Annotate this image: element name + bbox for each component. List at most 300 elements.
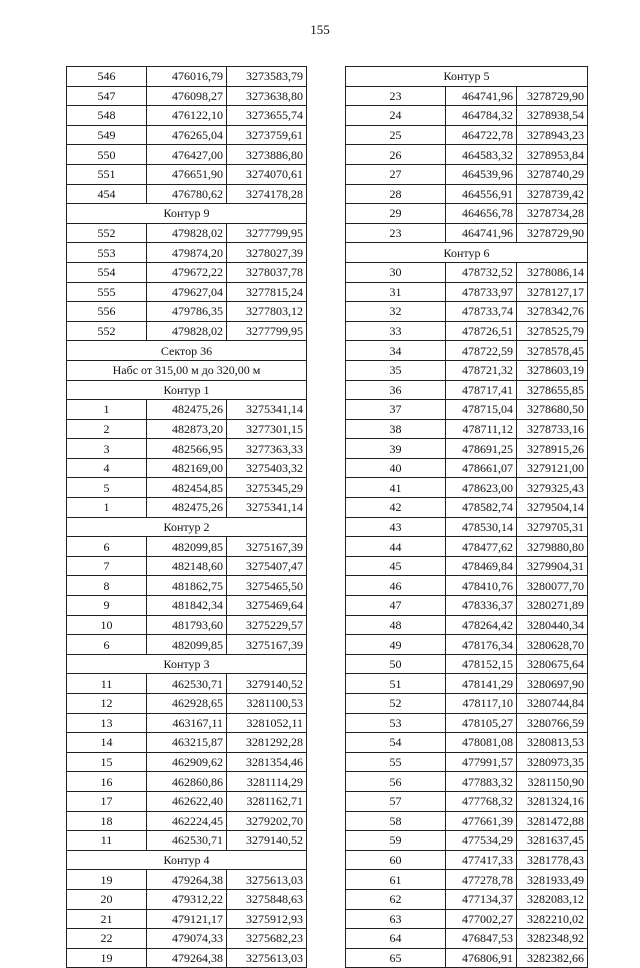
table-row	[67, 106, 307, 126]
x-coordinate: 479074,33	[147, 929, 227, 949]
x-coordinate: 479786,35	[147, 302, 227, 322]
table-row	[346, 341, 588, 361]
point-number: 552	[67, 321, 147, 341]
x-coordinate: 462928,65	[147, 694, 227, 714]
x-coordinate: 482148,60	[147, 556, 227, 576]
point-number: 65	[346, 948, 446, 968]
table-row	[346, 262, 588, 282]
y-coordinate: 3275407,47	[227, 556, 307, 576]
y-coordinate: 3275341,14	[227, 498, 307, 518]
point-number: 46	[346, 576, 446, 596]
y-coordinate: 3281354,46	[227, 752, 307, 772]
y-coordinate: 3274070,61	[227, 164, 307, 184]
y-coordinate: 3275613,03	[227, 870, 307, 890]
point-number: 26	[346, 145, 446, 165]
table-row	[346, 106, 588, 126]
y-coordinate: 3280628,70	[517, 635, 588, 655]
x-coordinate: 478726,51	[446, 321, 517, 341]
y-coordinate: 3279140,52	[227, 831, 307, 851]
point-number: 454	[67, 184, 147, 204]
point-number: 25	[346, 125, 446, 145]
point-number: 37	[346, 400, 446, 420]
table-row	[346, 909, 588, 929]
y-coordinate: 3278734,28	[517, 204, 588, 224]
point-number: 23	[346, 223, 446, 243]
y-coordinate: 3278086,14	[517, 262, 588, 282]
x-coordinate: 482566,95	[147, 439, 227, 459]
point-number: 42	[346, 498, 446, 518]
point-number: 33	[346, 321, 446, 341]
x-coordinate: 478623,00	[446, 478, 517, 498]
table-row	[346, 380, 588, 400]
y-coordinate: 3280973,35	[517, 752, 588, 772]
y-coordinate: 3281472,88	[517, 811, 588, 831]
section-heading: Набс от 315,00 м до 320,00 м	[67, 360, 307, 380]
table-row	[67, 596, 307, 616]
y-coordinate: 3273886,80	[227, 145, 307, 165]
section-heading-row	[67, 204, 307, 224]
table-row	[346, 596, 588, 616]
x-coordinate: 479672,22	[147, 262, 227, 282]
right-table-body	[346, 67, 588, 968]
y-coordinate: 3278603,19	[517, 360, 588, 380]
table-row	[67, 223, 307, 243]
section-heading: Контур 6	[346, 243, 588, 263]
x-coordinate: 479264,38	[147, 948, 227, 968]
y-coordinate: 3277799,95	[227, 223, 307, 243]
x-coordinate: 478152,15	[446, 654, 517, 674]
table-row	[346, 86, 588, 106]
point-number: 62	[346, 889, 446, 909]
y-coordinate: 3278037,78	[227, 262, 307, 282]
point-number: 28	[346, 184, 446, 204]
point-number: 36	[346, 380, 446, 400]
point-number: 29	[346, 204, 446, 224]
x-coordinate: 477534,29	[446, 831, 517, 851]
table-row	[346, 360, 588, 380]
table-row	[67, 537, 307, 557]
y-coordinate: 3275613,03	[227, 948, 307, 968]
x-coordinate: 478717,41	[446, 380, 517, 400]
point-number: 56	[346, 772, 446, 792]
table-row	[67, 870, 307, 890]
y-coordinate: 3275912,93	[227, 909, 307, 929]
point-number: 24	[346, 106, 446, 126]
y-coordinate: 3282382,66	[517, 948, 588, 968]
table-row	[67, 772, 307, 792]
point-number: 53	[346, 713, 446, 733]
y-coordinate: 3273638,80	[227, 86, 307, 106]
x-coordinate: 482099,85	[147, 635, 227, 655]
point-number: 40	[346, 458, 446, 478]
point-number: 57	[346, 791, 446, 811]
point-number: 41	[346, 478, 446, 498]
point-number: 549	[67, 125, 147, 145]
table-row	[346, 654, 588, 674]
y-coordinate: 3273655,74	[227, 106, 307, 126]
point-number: 11	[67, 674, 147, 694]
table-row	[67, 67, 307, 87]
point-number: 49	[346, 635, 446, 655]
page-number: 155	[310, 22, 330, 37]
y-coordinate: 3281150,90	[517, 772, 588, 792]
point-number: 19	[67, 948, 147, 968]
section-heading: Контур 2	[67, 517, 307, 537]
table-row	[346, 302, 588, 322]
point-number: 44	[346, 537, 446, 557]
y-coordinate: 3280440,34	[517, 615, 588, 635]
x-coordinate: 477991,57	[446, 752, 517, 772]
y-coordinate: 3281052,11	[227, 713, 307, 733]
point-number: 35	[346, 360, 446, 380]
y-coordinate: 3278953,84	[517, 145, 588, 165]
table-row	[346, 929, 588, 949]
table-row	[346, 870, 588, 890]
table-row	[346, 419, 588, 439]
point-number: 548	[67, 106, 147, 126]
x-coordinate: 477278,78	[446, 870, 517, 890]
x-coordinate: 464656,78	[446, 204, 517, 224]
x-coordinate: 464556,91	[446, 184, 517, 204]
table-row	[67, 321, 307, 341]
x-coordinate: 479312,22	[147, 889, 227, 909]
left-table-body	[67, 67, 307, 968]
table-row	[346, 145, 588, 165]
table-row	[67, 889, 307, 909]
section-heading: Контур 1	[67, 380, 307, 400]
point-number: 21	[67, 909, 147, 929]
table-row	[67, 439, 307, 459]
y-coordinate: 3278938,54	[517, 106, 588, 126]
table-row	[67, 791, 307, 811]
table-row	[346, 733, 588, 753]
y-coordinate: 3278915,26	[517, 439, 588, 459]
section-heading-row	[67, 360, 307, 380]
x-coordinate: 479828,02	[147, 223, 227, 243]
table-row	[346, 791, 588, 811]
section-heading-row	[346, 67, 588, 87]
point-number: 551	[67, 164, 147, 184]
y-coordinate: 3277363,33	[227, 439, 307, 459]
point-number: 58	[346, 811, 446, 831]
y-coordinate: 3278943,23	[517, 125, 588, 145]
point-number: 546	[67, 67, 147, 87]
point-number: 552	[67, 223, 147, 243]
y-coordinate: 3278740,29	[517, 164, 588, 184]
point-number: 556	[67, 302, 147, 322]
table-row	[67, 262, 307, 282]
table-row	[346, 517, 588, 537]
y-coordinate: 3275167,39	[227, 635, 307, 655]
y-coordinate: 3281324,16	[517, 791, 588, 811]
y-coordinate: 3275229,57	[227, 615, 307, 635]
x-coordinate: 482099,85	[147, 537, 227, 557]
x-coordinate: 479828,02	[147, 321, 227, 341]
section-heading-row	[67, 341, 307, 361]
point-number: 48	[346, 615, 446, 635]
y-coordinate: 3279504,14	[517, 498, 588, 518]
section-heading-row	[67, 380, 307, 400]
y-coordinate: 3278729,90	[517, 223, 588, 243]
point-number: 34	[346, 341, 446, 361]
table-row	[346, 478, 588, 498]
table-row	[346, 204, 588, 224]
x-coordinate: 477883,32	[446, 772, 517, 792]
table-row	[67, 498, 307, 518]
point-number: 1	[67, 400, 147, 420]
point-number: 11	[67, 831, 147, 851]
point-number: 554	[67, 262, 147, 282]
table-row	[346, 223, 588, 243]
x-coordinate: 478081,08	[446, 733, 517, 753]
point-number: 15	[67, 752, 147, 772]
section-heading: Контур 9	[67, 204, 307, 224]
y-coordinate: 3278525,79	[517, 321, 588, 341]
table-row	[67, 694, 307, 714]
y-coordinate: 3279121,00	[517, 458, 588, 478]
table-row	[346, 615, 588, 635]
point-number: 5	[67, 478, 147, 498]
y-coordinate: 3279705,31	[517, 517, 588, 537]
x-coordinate: 482873,20	[147, 419, 227, 439]
x-coordinate: 478117,10	[446, 694, 517, 714]
y-coordinate: 3280766,59	[517, 713, 588, 733]
table-row	[67, 125, 307, 145]
point-number: 64	[346, 929, 446, 949]
x-coordinate: 464539,96	[446, 164, 517, 184]
x-coordinate: 478105,27	[446, 713, 517, 733]
y-coordinate: 3279140,52	[227, 674, 307, 694]
y-coordinate: 3281778,43	[517, 850, 588, 870]
table-row	[67, 556, 307, 576]
y-coordinate: 3278733,16	[517, 419, 588, 439]
y-coordinate: 3278680,50	[517, 400, 588, 420]
y-coordinate: 3278342,76	[517, 302, 588, 322]
x-coordinate: 478477,62	[446, 537, 517, 557]
table-row	[346, 556, 588, 576]
point-number: 59	[346, 831, 446, 851]
x-coordinate: 464741,96	[446, 86, 517, 106]
y-coordinate: 3278578,45	[517, 341, 588, 361]
table-row	[346, 850, 588, 870]
y-coordinate: 3279880,80	[517, 537, 588, 557]
y-coordinate: 3275465,50	[227, 576, 307, 596]
point-number: 45	[346, 556, 446, 576]
point-number: 2	[67, 419, 147, 439]
table-row	[67, 478, 307, 498]
x-coordinate: 478336,37	[446, 596, 517, 616]
x-coordinate: 477134,37	[446, 889, 517, 909]
x-coordinate: 482169,00	[147, 458, 227, 478]
table-row	[67, 635, 307, 655]
y-coordinate: 3278729,90	[517, 86, 588, 106]
y-coordinate: 3275403,32	[227, 458, 307, 478]
x-coordinate: 478141,29	[446, 674, 517, 694]
y-coordinate: 3281292,28	[227, 733, 307, 753]
right-coordinates-table	[345, 66, 588, 968]
x-coordinate: 477661,39	[446, 811, 517, 831]
point-number: 54	[346, 733, 446, 753]
point-number: 1	[67, 498, 147, 518]
y-coordinate: 3275167,39	[227, 537, 307, 557]
point-number: 13	[67, 713, 147, 733]
y-coordinate: 3278127,17	[517, 282, 588, 302]
y-coordinate: 3278027,39	[227, 243, 307, 263]
y-coordinate: 3274178,28	[227, 184, 307, 204]
y-coordinate: 3280675,64	[517, 654, 588, 674]
point-number: 27	[346, 164, 446, 184]
x-coordinate: 477417,33	[446, 850, 517, 870]
point-number: 52	[346, 694, 446, 714]
point-number: 16	[67, 772, 147, 792]
table-row	[346, 321, 588, 341]
table-row	[346, 458, 588, 478]
point-number: 22	[67, 929, 147, 949]
table-row	[67, 576, 307, 596]
point-number: 55	[346, 752, 446, 772]
point-number: 18	[67, 811, 147, 831]
table-row	[346, 752, 588, 772]
x-coordinate: 464722,78	[446, 125, 517, 145]
table-row	[67, 184, 307, 204]
table-row	[346, 537, 588, 557]
x-coordinate: 478733,97	[446, 282, 517, 302]
x-coordinate: 478721,32	[446, 360, 517, 380]
x-coordinate: 462530,71	[147, 674, 227, 694]
y-coordinate: 3275848,63	[227, 889, 307, 909]
x-coordinate: 464784,32	[446, 106, 517, 126]
y-coordinate: 3280271,89	[517, 596, 588, 616]
left-coordinates-table	[66, 66, 307, 968]
section-heading: Контур 3	[67, 654, 307, 674]
table-row	[346, 772, 588, 792]
x-coordinate: 481793,60	[147, 615, 227, 635]
x-coordinate: 479264,38	[147, 870, 227, 890]
table-row	[346, 713, 588, 733]
y-coordinate: 3277803,12	[227, 302, 307, 322]
section-heading: Контур 5	[346, 67, 588, 87]
point-number: 555	[67, 282, 147, 302]
table-row	[346, 164, 588, 184]
y-coordinate: 3279325,43	[517, 478, 588, 498]
table-row	[346, 400, 588, 420]
table-row	[67, 713, 307, 733]
x-coordinate: 481862,75	[147, 576, 227, 596]
x-coordinate: 463215,87	[147, 733, 227, 753]
x-coordinate: 479627,04	[147, 282, 227, 302]
x-coordinate: 478732,52	[446, 262, 517, 282]
point-number: 31	[346, 282, 446, 302]
point-number: 47	[346, 596, 446, 616]
y-coordinate: 3277815,24	[227, 282, 307, 302]
y-coordinate: 3281637,45	[517, 831, 588, 851]
table-row	[67, 733, 307, 753]
point-number: 63	[346, 909, 446, 929]
table-row	[67, 419, 307, 439]
table-row	[346, 576, 588, 596]
point-number: 61	[346, 870, 446, 890]
x-coordinate: 476016,79	[147, 67, 227, 87]
x-coordinate: 478711,12	[446, 419, 517, 439]
table-row	[346, 831, 588, 851]
x-coordinate: 464583,32	[446, 145, 517, 165]
point-number: 23	[346, 86, 446, 106]
point-number: 38	[346, 419, 446, 439]
y-coordinate: 3280077,70	[517, 576, 588, 596]
y-coordinate: 3281114,29	[227, 772, 307, 792]
table-row	[67, 282, 307, 302]
table-row	[67, 909, 307, 929]
x-coordinate: 476780,62	[147, 184, 227, 204]
x-coordinate: 482475,26	[147, 498, 227, 518]
point-number: 19	[67, 870, 147, 890]
section-heading: Контур 4	[67, 850, 307, 870]
y-coordinate: 3280813,53	[517, 733, 588, 753]
x-coordinate: 477002,27	[446, 909, 517, 929]
point-number: 50	[346, 654, 446, 674]
x-coordinate: 479121,17	[147, 909, 227, 929]
table-row	[67, 86, 307, 106]
table-row	[67, 929, 307, 949]
table-row	[346, 498, 588, 518]
point-number: 51	[346, 674, 446, 694]
point-number: 547	[67, 86, 147, 106]
x-coordinate: 464741,96	[446, 223, 517, 243]
x-coordinate: 478410,76	[446, 576, 517, 596]
y-coordinate: 3275682,23	[227, 929, 307, 949]
point-number: 553	[67, 243, 147, 263]
x-coordinate: 478661,07	[446, 458, 517, 478]
y-coordinate: 3282083,12	[517, 889, 588, 909]
point-number: 4	[67, 458, 147, 478]
y-coordinate: 3279202,70	[227, 811, 307, 831]
table-row	[67, 831, 307, 851]
x-coordinate: 462622,40	[147, 791, 227, 811]
table-row	[67, 164, 307, 184]
x-coordinate: 462860,86	[147, 772, 227, 792]
y-coordinate: 3277799,95	[227, 321, 307, 341]
y-coordinate: 3280697,90	[517, 674, 588, 694]
point-number: 7	[67, 556, 147, 576]
y-coordinate: 3277301,15	[227, 419, 307, 439]
section-heading: Сектор 36	[67, 341, 307, 361]
x-coordinate: 476265,04	[147, 125, 227, 145]
x-coordinate: 463167,11	[147, 713, 227, 733]
point-number: 20	[67, 889, 147, 909]
y-coordinate: 3280744,84	[517, 694, 588, 714]
table-row	[67, 752, 307, 772]
point-number: 14	[67, 733, 147, 753]
section-heading-row	[346, 243, 588, 263]
x-coordinate: 478264,42	[446, 615, 517, 635]
point-number: 9	[67, 596, 147, 616]
x-coordinate: 478469,84	[446, 556, 517, 576]
x-coordinate: 477768,32	[446, 791, 517, 811]
y-coordinate: 3275341,14	[227, 400, 307, 420]
y-coordinate: 3275345,29	[227, 478, 307, 498]
x-coordinate: 476098,27	[147, 86, 227, 106]
x-coordinate: 478691,25	[446, 439, 517, 459]
point-number: 30	[346, 262, 446, 282]
table-row	[346, 184, 588, 204]
x-coordinate: 479874,20	[147, 243, 227, 263]
table-row	[67, 948, 307, 968]
y-coordinate: 3275469,64	[227, 596, 307, 616]
x-coordinate: 478715,04	[446, 400, 517, 420]
y-coordinate: 3273759,61	[227, 125, 307, 145]
section-heading-row	[67, 517, 307, 537]
table-row	[346, 948, 588, 968]
